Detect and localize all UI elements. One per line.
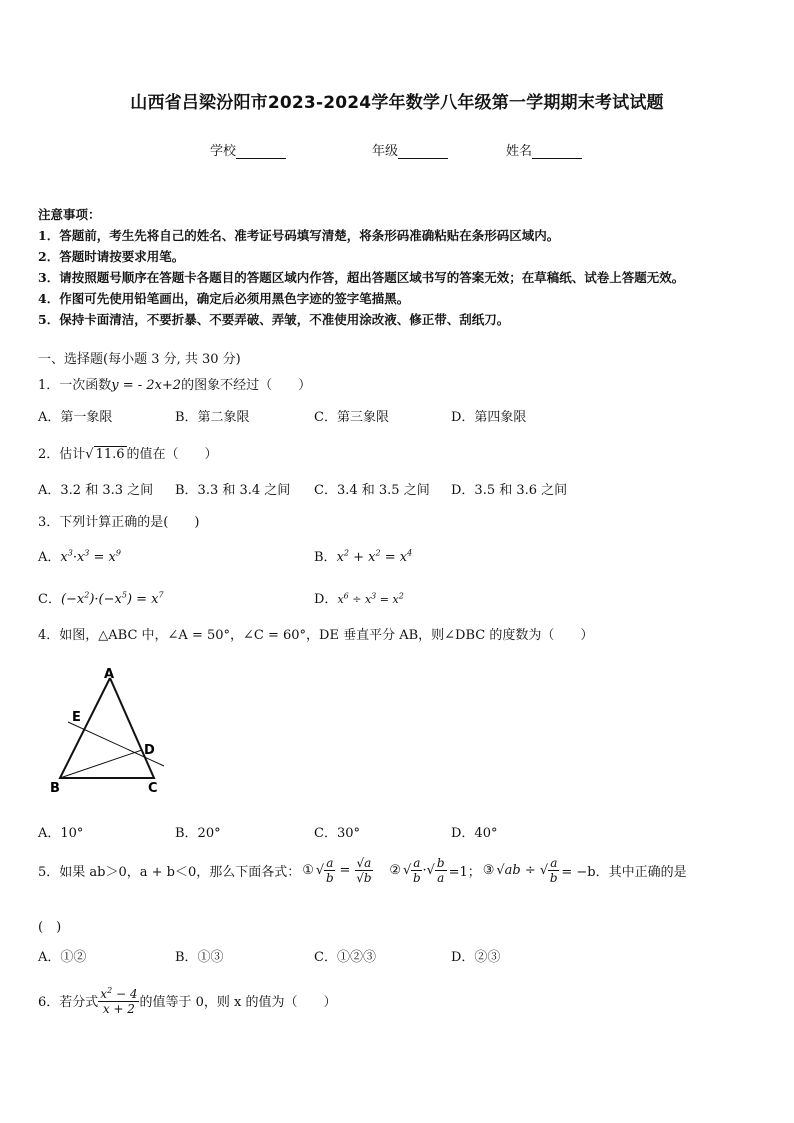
q5-option-b[interactable]: B．①③ [175, 950, 224, 965]
q5-expr-1: √ $\frac{a}{b}$ = $\frac{√a}{√b}$ [315, 856, 372, 885]
q5-bracket: ( ) [38, 920, 62, 935]
q5-pre: 5．如果 ab＞0，a + b＜0，那么下面各式： [38, 865, 301, 880]
q3-option-b[interactable] [314, 546, 412, 565]
triangle-figure [44, 664, 174, 798]
point-c: C [148, 781, 158, 796]
name-field [506, 140, 582, 159]
q6-post: 的值等于 0，则 x 的值为（ ） [139, 994, 337, 1010]
q3-option-d[interactable] [314, 588, 404, 607]
q2-option-d[interactable]: D．3.5 和 3.6 之间 [451, 483, 568, 498]
q1-option-a[interactable]: A．第一象限 [38, 410, 113, 425]
q5-option-c[interactable]: C．①②③ [314, 950, 376, 965]
name-blank[interactable] [532, 144, 582, 159]
triangle-abc [60, 678, 154, 778]
school-field [210, 140, 286, 159]
notice-item: 2．答题时请按要求用笔。 [38, 249, 185, 264]
q5-mark-3: ③ [482, 863, 495, 878]
q3-a-formula: $x^3\cdot x^3 = x^9$ [60, 548, 121, 565]
notice-item: 4．作图可先使用铅笔画出，确定后必须用黑色字迹的签字笔描黑。 [38, 291, 410, 306]
notice-block [38, 204, 684, 330]
q2-pre: 2．估计 [38, 447, 86, 462]
page-title: 山西省吕梁汾阳市2023-2024学年数学八年级第一学期期末考试试题 [130, 93, 664, 113]
school-blank[interactable] [236, 144, 286, 159]
q5-eq2-tail: =1； [448, 865, 481, 880]
q5-expr-2: √ $\frac{a}{b}$ ·√ $\frac{b}{a}$ [403, 856, 445, 885]
q3-d-label: D． [314, 592, 338, 607]
school-label: 学校 [210, 144, 237, 159]
notice-heading: 注意事项： [38, 207, 101, 222]
question-2 [38, 443, 218, 462]
q1-option-c[interactable]: C．第三象限 [314, 410, 389, 425]
q6-fraction: $\frac{x^2 - 4}{x + 2}$ [100, 986, 138, 1016]
point-e: E [72, 710, 81, 725]
question-6 [38, 984, 336, 1016]
q2-post: 的值在（ ） [126, 447, 218, 462]
question-3: 3．下列计算正确的是( ) [38, 515, 200, 530]
name-label: 姓名 [506, 144, 533, 159]
q4-option-b[interactable]: B．20° [175, 826, 221, 841]
q5-option-a[interactable]: A．①② [38, 950, 87, 965]
q5-option-d[interactable]: D．②③ [451, 950, 501, 965]
q5-mark-1: ① [302, 863, 314, 878]
sqrt-icon: √ [85, 447, 94, 462]
notice-item: 1．答题前，考生先将自己的姓名、准考证号码填写清楚，将条形码准确粘贴在条形码区域内。 [38, 228, 560, 243]
q3-d-formula: $x^6 \div x^3 = x^2$ [337, 591, 404, 606]
question-5 [38, 856, 687, 885]
q3-b-formula: $x^2 + x^2 = x^4$ [336, 548, 413, 565]
section-heading: 一、选择题(每小题 3 分, 共 30 分) [38, 352, 241, 367]
grade-label: 年级 [372, 144, 399, 159]
point-d: D [144, 743, 155, 758]
q3-c-label: C． [38, 592, 61, 607]
q2-option-a[interactable]: A．3.2 和 3.3 之间 [38, 483, 154, 498]
q1-option-b[interactable]: B．第二象限 [175, 410, 250, 425]
grade-field [372, 140, 448, 159]
q4-option-d[interactable]: D．40° [451, 826, 498, 841]
notice-item: 5．保持卡面清洁，不要折暴、不要弄破、弄皱，不准使用涂改液、修正带、刮纸刀。 [38, 312, 510, 327]
q2-option-c[interactable]: C．3.4 和 3.5 之间 [314, 483, 430, 498]
question-4: 4．如图，△ABC 中，∠A = 50°，∠C = 60°，DE 垂直平分 AB，则∠DBC 的度数为（ ） [38, 628, 594, 643]
q3-a-label: A． [38, 550, 61, 565]
q2-radicand: 11.6 [95, 447, 125, 462]
q2-option-b[interactable]: B．3.3 和 3.4 之间 [175, 483, 291, 498]
q4-option-a[interactable]: A．10° [38, 826, 84, 841]
q6-pre: 6．若分式 [38, 994, 99, 1010]
q3-b-label: B． [314, 550, 337, 565]
q1-post: 的图象不经过（ ） [181, 378, 312, 393]
q1-option-d[interactable]: D．第四象限 [451, 410, 527, 425]
q3-option-a[interactable] [38, 546, 121, 565]
point-a: A [104, 667, 115, 682]
grade-blank[interactable] [398, 144, 448, 159]
point-b: B [50, 781, 60, 796]
q4-option-c[interactable]: C．30° [314, 826, 360, 841]
q1-pre: 1．一次函数 [38, 378, 112, 393]
q3-option-c[interactable] [38, 588, 164, 607]
q1-expr: y = - 2x+2 [111, 378, 182, 393]
q5-mark-2: ② [389, 863, 401, 878]
q5-eq3-tail: = −b．其中正确的是 [561, 865, 687, 880]
q3-c-formula: $(-x^2)\cdot(-x^5) = x^7$ [60, 590, 164, 607]
question-1 [38, 374, 311, 393]
q5-expr-3: √ab ÷ √ $\frac{a}{b}$ [496, 856, 558, 885]
notice-item: 3．请按照题号顺序在答题卡各题目的答题区域内作答，超出答题区域书写的答案无效；在草稿纸、试卷上答题无效。 [38, 270, 685, 285]
